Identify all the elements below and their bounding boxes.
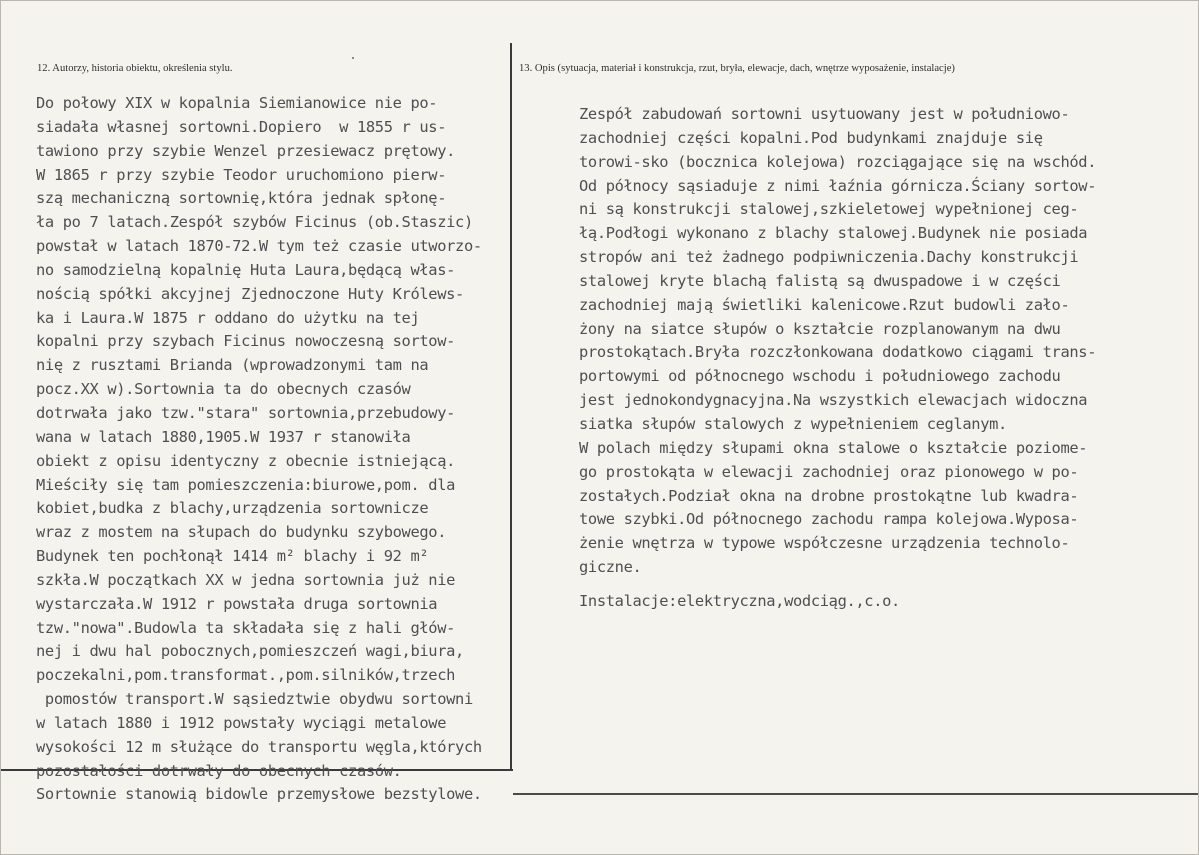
history-line: pocz.XX w).Sortownia ta do obecnych czasów: [36, 380, 411, 399]
description-line: żony na siatce słupów o kształcie rozplanowanym na dwu: [579, 319, 1061, 338]
history-line: ka i Laura.W 1875 r oddano do użytku na tej: [36, 308, 420, 327]
history-line: szkła.W początkach XX w jedna sortownia już nie: [36, 570, 456, 589]
description-line: żenie wnętrza w typowe współczesne urządzenia technolo-: [579, 534, 1070, 553]
description-line: ni są konstrukcji stalowej,szkieletowej wypełnionej ceg-: [579, 200, 1079, 219]
description-line: stropów ani też żadnego podpiwniczenia.Dachy konstrukcji: [579, 248, 1079, 267]
history-line: dotrwała jako tzw."stara" sortownia,przebudowy-: [36, 403, 456, 422]
paragraph-gap: [579, 580, 1179, 590]
description-line: W polach między słupami okna stalowe o kształcie poziome-: [579, 438, 1088, 457]
history-line: Budynek ten pochłonął 1414 m² blachy i 92 m²: [36, 547, 429, 566]
history-line: nej i dwu hal pobocznych,pomieszczeń wagi,biura,: [36, 642, 464, 661]
history-line: pomostów transport.W sąsiedztwie obydwu sortowni: [36, 690, 473, 709]
description-line: Od północy sąsiaduje z nimi łaźnia górnicza.Ściany sortow-: [579, 176, 1097, 195]
history-line: wana w latach 1880,1905.W 1937 r stanowiła: [36, 427, 411, 446]
description-line: torowi-sko (bocznica kolejowa) rozciągające się na wschód.: [579, 152, 1097, 171]
history-line: W 1865 r przy szybie Teodor uruchomiono pierw-: [36, 165, 447, 184]
history-line: wraz z mostem na słupach do budynku szybowego.: [36, 523, 447, 542]
description-line: portowymi od północnego wschodu i południowego zachodu: [579, 367, 1061, 386]
section-12-heading: 12. Autorzy, historia obiektu, określenia stylu.: [37, 63, 233, 74]
description-line: jest jednokondygnacyjna.Na wszystkich elewacjach widoczna: [579, 391, 1088, 410]
description-line: zostałych.Podział okna na drobne prostokątne lub kwadra-: [579, 486, 1079, 505]
description-line: towe szybki.Od północnego zachodu rampa kolejowa.Wyposa-: [579, 510, 1079, 529]
history-line: tzw."nowa".Budowla ta składała się z hali głów-: [36, 618, 456, 637]
history-line: wysokości 12 m służące do transportu węgla,których: [36, 737, 482, 756]
description-line: zachodniej części kopalni.Pod budynkami znajduje się: [579, 128, 1043, 147]
right-section-bottom-rule: [513, 793, 1199, 795]
history-line: w latach 1880 i 1912 powstały wyciągi metalowe: [36, 713, 447, 732]
history-line: no samodzielną kopalnię Huta Laura,będącą włas-: [36, 260, 456, 279]
history-line: poczekalni,pom.transformat.,pom.silników,trzech: [36, 666, 456, 685]
history-line: siadała własnej sortowni.Dopiero w 1855 r us-: [36, 117, 447, 136]
description-line: Zespół zabudowań sortowni usytuowany jest w południowo-: [579, 105, 1070, 123]
description-line: giczne.: [579, 558, 642, 577]
description-line: zachodniej mają świetliki kalenicowe.Rzut budowli zało-: [579, 295, 1070, 314]
history-line: nością spółki akcyjnej Zjednoczone Huty Królews-: [36, 284, 464, 303]
history-line: tawiono przy szybie Wenzel przesiewacz prętowy.: [36, 141, 456, 160]
description-line: siatka słupów stalowych z wypełnieniem ceglanym.: [579, 414, 1007, 433]
history-line: Do połowy XIX w kopalnia Siemianowice nie po-: [36, 94, 438, 112]
history-text: [36, 92, 556, 807]
description-line: prostokątach.Bryła rozczłonkowana dodatkowo ciągami trans-: [579, 343, 1097, 362]
description-line: łą.Podłogi wykonano z blachy stalowej.Budynek nie posiada: [579, 224, 1088, 243]
history-line: Mieściły się tam pomieszczenia:biurowe,pom. dla: [36, 475, 456, 494]
history-line: wystarczała.W 1912 r powstała druga sortownia: [36, 594, 438, 613]
description-line: stalowej kryte blachą falistą są dwuspadowe i w części: [579, 271, 1061, 290]
scan-speck: [352, 57, 354, 59]
history-line: szą mechaniczną sortownię,która jednak spłonę-: [36, 189, 447, 208]
installations-line: Instalacje:elektryczna,wodciąg.,c.o.: [579, 591, 900, 610]
history-line: kobiet,budka z blachy,urządzenia sortownicze: [36, 499, 429, 518]
history-line: obiekt z opisu identyczny z obecnie istniejącą.: [36, 451, 456, 470]
history-line: ła po 7 latach.Zespół szybów Ficinus (ob.Staszic): [36, 213, 473, 232]
history-line: powstał w latach 1870-72.W tym też czasie utworzo-: [36, 237, 482, 256]
history-line: kopalni przy szybach Ficinus nowoczesną sortow-: [36, 332, 456, 351]
description-text: [579, 103, 1179, 614]
history-line: pozostałości dotrwały do obecnych czasów.: [36, 761, 402, 780]
history-line: Sortownie stanowią bidowle przemysłowe bezstylowe.: [36, 785, 482, 804]
section-13-heading: 13. Opis (sytuacja, materiał i konstrukcja, rzut, bryła, elewacje, dach, wnętrze wyposażenie, instalacje): [519, 63, 955, 74]
description-line: go prostokąta w elewacji zachodniej oraz pionowego w po-: [579, 462, 1079, 481]
history-line: nię z rusztami Brianda (wprowadzonymi tam na: [36, 356, 429, 375]
